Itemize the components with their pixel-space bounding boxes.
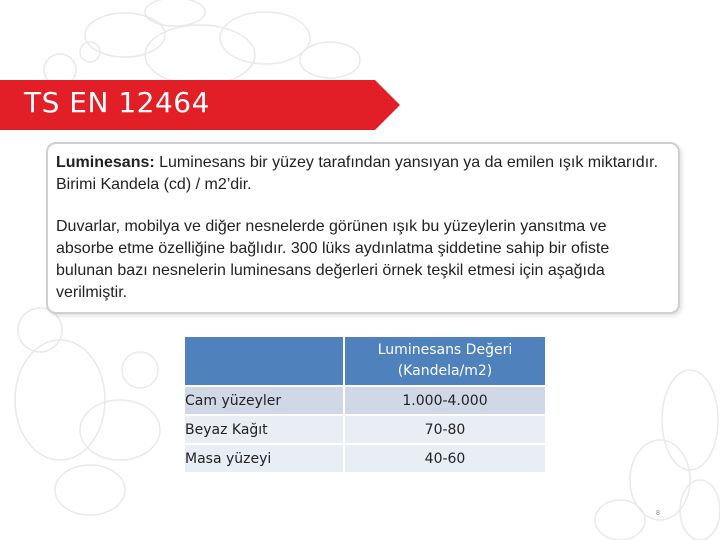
- luminance-table: [183, 335, 547, 474]
- table-row: [185, 416, 545, 443]
- row-value: 40-60: [345, 445, 545, 472]
- table-header-empty: [185, 337, 343, 385]
- definition-paragraph: [56, 152, 668, 196]
- table-row: [185, 387, 545, 414]
- table-header-row: [185, 337, 545, 385]
- row-name: Beyaz Kağıt: [185, 416, 343, 443]
- description-paragraph: Duvarlar, mobilya ve diğer nesnelerde görünen ışık bu yüzeylerin yansıtma ve absorbe etme özelliğine bağlıdır. 300 lüks aydınlatma şiddetine sahip bir ofiste bulunan bazı nesnelerin luminesans değerleri örnek teşkil etmesi için aşağıda verilmiştir.: [56, 218, 610, 301]
- table-header-line2: (Kandela/m2): [397, 363, 493, 379]
- row-name: Masa yüzeyi: [185, 445, 343, 472]
- definition-term: Luminesans:: [56, 154, 155, 171]
- table-header-line1: Luminesans Değeri: [377, 342, 513, 358]
- content-box: [46, 142, 680, 314]
- page-number: 8: [656, 510, 660, 517]
- row-value: 1.000-4.000: [345, 387, 545, 414]
- row-value: 70-80: [345, 416, 545, 443]
- table-row: [185, 445, 545, 472]
- row-name: Cam yüzeyler: [185, 387, 343, 414]
- definition-text: Luminesans bir yüzey tarafından yansıyan ya da emilen ışık miktarıdır. Birimi Kandela (cd) / m2’dir.: [56, 154, 659, 193]
- table-header-value: [345, 337, 545, 385]
- slide-title: TS EN 12464: [24, 86, 210, 119]
